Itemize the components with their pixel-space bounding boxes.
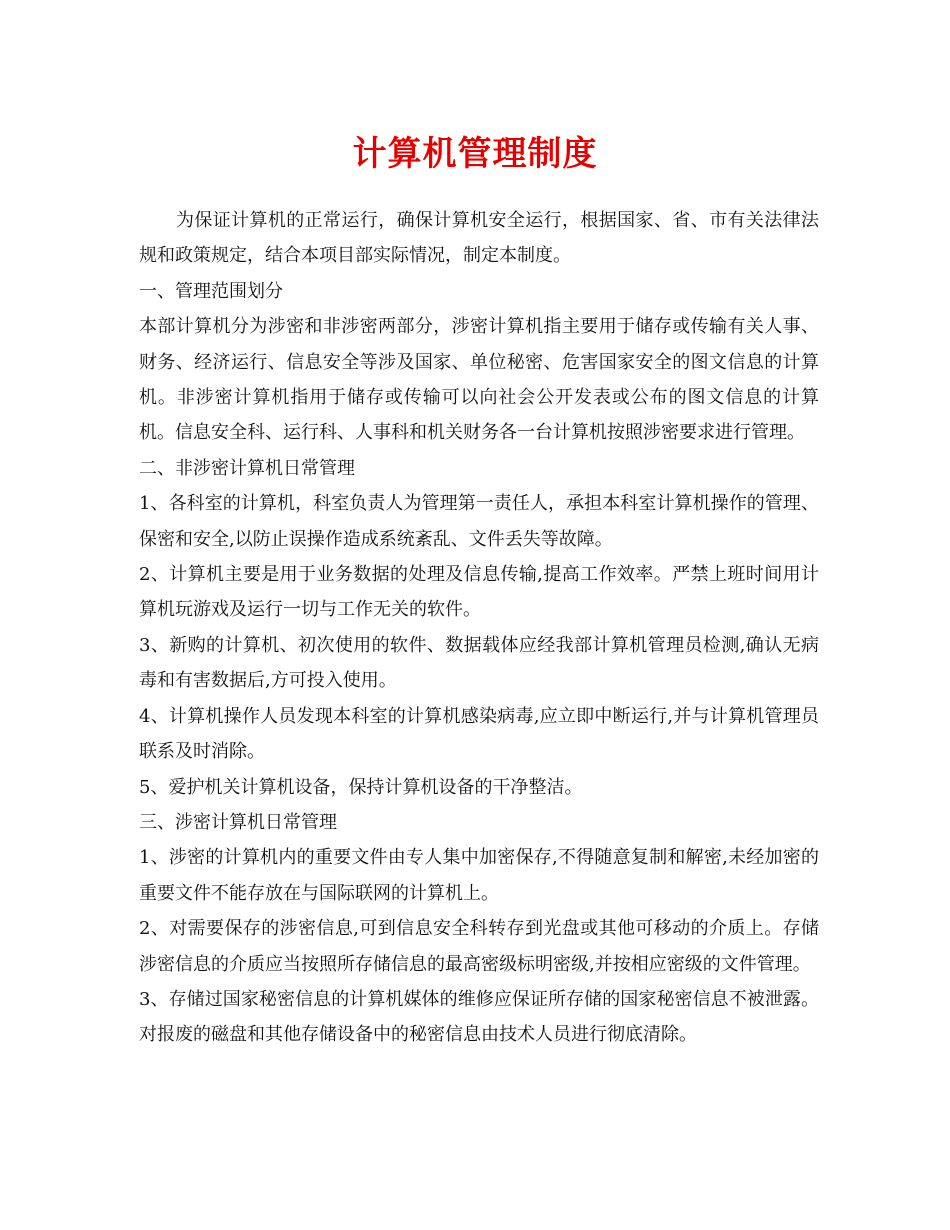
- intro-paragraph: 为保证计算机的正常运行，确保计算机安全运行，根据国家、省、市有关法律法规和政策规定，结合本项目部实际情况，制定本制度。: [139, 210, 819, 267]
- section-2-item-5: 5、爱护机关计算机设备，保持计算机设备的干净整洁。: [139, 776, 583, 798]
- section-2-item-3: 3、新购的计算机、初次使用的软件、数据载体应经我部计算机管理员检测,确认无病毒和有害数据后,方可投入使用。: [139, 634, 819, 692]
- section-heading-1: 一、管理范围划分: [139, 280, 283, 302]
- section-3-item-1: 1、涉密的计算机内的重要文件由专人集中加密保存,不得随意复制和解密,未经加密的重要文件不能存放在与国际联网的计算机上。: [139, 847, 819, 904]
- section-heading-2: 二、非涉密计算机日常管理: [139, 457, 355, 479]
- section-2-item-2: 2、计算机主要是用于业务数据的处理及信息传输,提高工作效率。严禁上班时间用计算机玩游戏及运行一切与工作无关的软件。: [139, 564, 819, 621]
- section-2-item-4: 4、计算机操作人员发现本科室的计算机感染病毒,应立即中断运行,并与计算机管理员联系及时消除。: [139, 705, 819, 763]
- document-body: [139, 203, 819, 1053]
- section-3-item-3: 3、存储过国家秘密信息的计算机媒体的维修应保证所存储的国家秘密信息不被泄露。对报废的磁盘和其他存储设备中的秘密信息由技术人员进行彻底清除。: [139, 988, 819, 1046]
- document-title: 计算机管理制度: [352, 134, 598, 174]
- section-heading-3: 三、涉密计算机日常管理: [139, 811, 337, 833]
- section-3-item-2: 2、对需要保存的涉密信息,可到信息安全科转存到光盘或其他可移动的介质上。存储涉密信息的介质应当按照所存储信息的最高密级标明密级,并按相应密级的文件管理。: [139, 918, 819, 975]
- section-1-paragraph: 本部计算机分为涉密和非涉密两部分，涉密计算机指主要用于储存或传输有关人事、财务、经济运行、信息安全等涉及国家、单位秘密、危害国家安全的图文信息的计算机。非涉密计算机指用于储存或传输可以向社会公开发表或公布的图文信息的计算机。信息安全科、运行科、人事科和机关财务各一台计算机按照涉密要求进行管理。: [139, 316, 819, 444]
- section-2-item-1: 1、各科室的计算机，科室负责人为管理第一责任人，承担本科室计算机操作的管理、保密和安全,以防止误操作造成系统紊乱、文件丢失等故障。: [139, 493, 819, 550]
